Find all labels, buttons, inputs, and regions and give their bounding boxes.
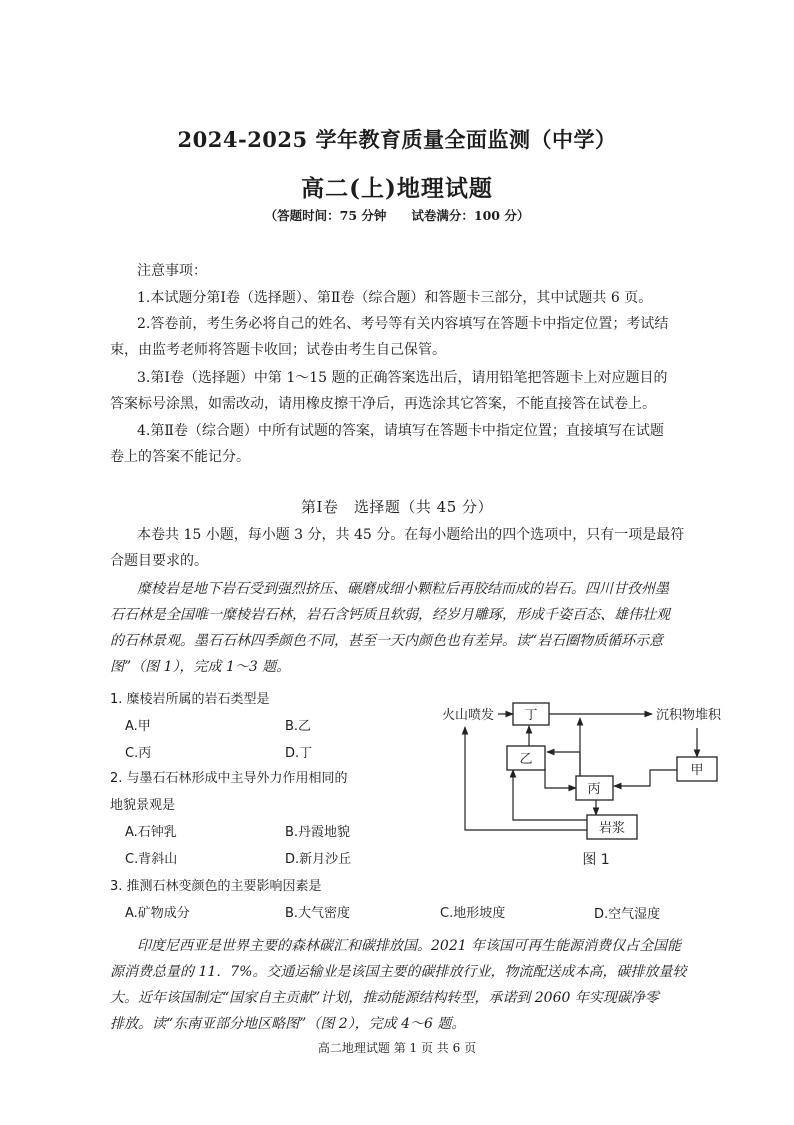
label-ding: 丁 (524, 708, 538, 723)
passage-line: 石石林是全国唯一糜棱岩石林，岩石含钙质且软弱，经岁月雕琢，形成千姿百态、雄伟壮观 (110, 607, 670, 623)
arrow-jia-to-bing (614, 770, 677, 786)
question-stem: 地貌景观是 (110, 798, 176, 813)
label-yi: 乙 (519, 752, 533, 767)
label-bing: 丙 (587, 782, 601, 797)
option: D.空气湿度 (594, 907, 661, 922)
option: C.地形坡度 (440, 906, 506, 921)
section-intro-line: 合题目要求的。 (110, 553, 208, 569)
question-stem: 2. 与墨石石林形成中主导外力作用相同的 (110, 771, 348, 786)
passage-line: 大。近年该国制定“国家自主贡献”计划，推动能源结构转型，承诺到 2060 年实现碳净零 (110, 990, 659, 1006)
exam-title: 2024-2025 学年教育质量全面监测（中学） (177, 127, 617, 152)
label-sediment: 沉积物堆积 (656, 708, 722, 723)
notice-line: 2.答卷前，考生务必将自己的姓名、考号等有关内容填写在答题卡中指定位置；考试结 (137, 316, 669, 332)
page-footer: 高二地理试题 第 1 页 共 6 页 (317, 1041, 477, 1055)
exam-subtitle: 高二(上)地理试题 (301, 175, 493, 202)
arrow-bing-to-yi (547, 752, 580, 776)
option: A.石钟乳 (125, 825, 177, 840)
option: A.矿物成分 (125, 906, 190, 921)
notice-line: 4.第Ⅱ卷（综合题）中所有试题的答案，请填写在答题卡中指定位置；直接填写在试题 (137, 423, 664, 439)
label-magma: 岩浆 (598, 821, 626, 836)
figure-caption: 图 1 (582, 852, 610, 868)
option: C.背斜山 (125, 852, 178, 867)
section-intro-line: 本卷共 15 小题，每小题 3 分，共 45 分。在每小题给出的四个选项中，只有一项是最符 (137, 527, 685, 543)
exam-time-info: （答题时间：75 分钟 试卷满分：100 分） (264, 208, 530, 223)
arrow-yi-to-bing (545, 768, 576, 788)
notice-heading: 注意事项： (137, 263, 207, 279)
passage-line: 印度尼西亚是世界主要的森林碳汇和碳排放国。2021 年该国可再生能源消费仅占全国能 (137, 938, 682, 954)
passage-line: 源消费总量的 11．7%。交通运输业是该国主要的碳排放行业，物流配送成本高，碳排放量较 (110, 964, 687, 980)
option: B.大气密度 (285, 906, 351, 921)
option: A.甲 (125, 719, 151, 734)
label-jia: 甲 (690, 763, 704, 778)
option: C.丙 (125, 746, 152, 761)
notice-line: 3.第Ⅰ卷（选择题）中第 1～15 题的正确答案选出后，请用铅笔把答题卡上对应题目的 (137, 370, 668, 386)
question-stem: 1. 糜棱岩所属的岩石类型是 (110, 692, 270, 707)
section-title: 第Ⅰ卷 选择题（共 45 分） (300, 498, 494, 516)
question-stem: 3. 推测石林变颜色的主要影响因素是 (110, 879, 322, 894)
option: D.丁 (285, 746, 313, 761)
arrow-magma-to-volcano (465, 727, 587, 830)
passage-line: 图”（图 1），完成 1～3 题。 (110, 659, 291, 675)
option: B.乙 (285, 719, 312, 734)
notice-line: 卷上的答案不能记分。 (110, 449, 250, 465)
option: D.新月沙丘 (285, 852, 352, 867)
notice-line: 答案标号涂黑，如需改动，请用橡皮擦干净后，再选涂其它答案，不能直接答在试卷上。 (110, 396, 656, 412)
passage-line: 糜棱岩是地下岩石受到强烈挤压、碾磨成细小颗粒后再胶结而成的岩石。四川甘孜州墨 (137, 581, 669, 597)
passage-line: 排放。读“东南亚部分地区略图”（图 2），完成 4～6 题。 (110, 1016, 466, 1032)
option: B.丹霞地貌 (285, 825, 351, 840)
label-volcano: 火山喷发 (442, 708, 495, 723)
notice-line: 1.本试题分第Ⅰ卷（选择题）、第Ⅱ卷（综合题）和答题卡三部分，其中试题共 6 页。 (137, 290, 653, 306)
rock-cycle-diagram (430, 690, 730, 880)
notice-line: 束，由监考老师将答题卡收回；试卷由考生自己保管。 (110, 342, 446, 358)
passage-line: 的石林景观。墨石石林四季颜色不同，甚至一天内颜色也有差异。读“岩石圈物质循环示意 (110, 633, 664, 649)
